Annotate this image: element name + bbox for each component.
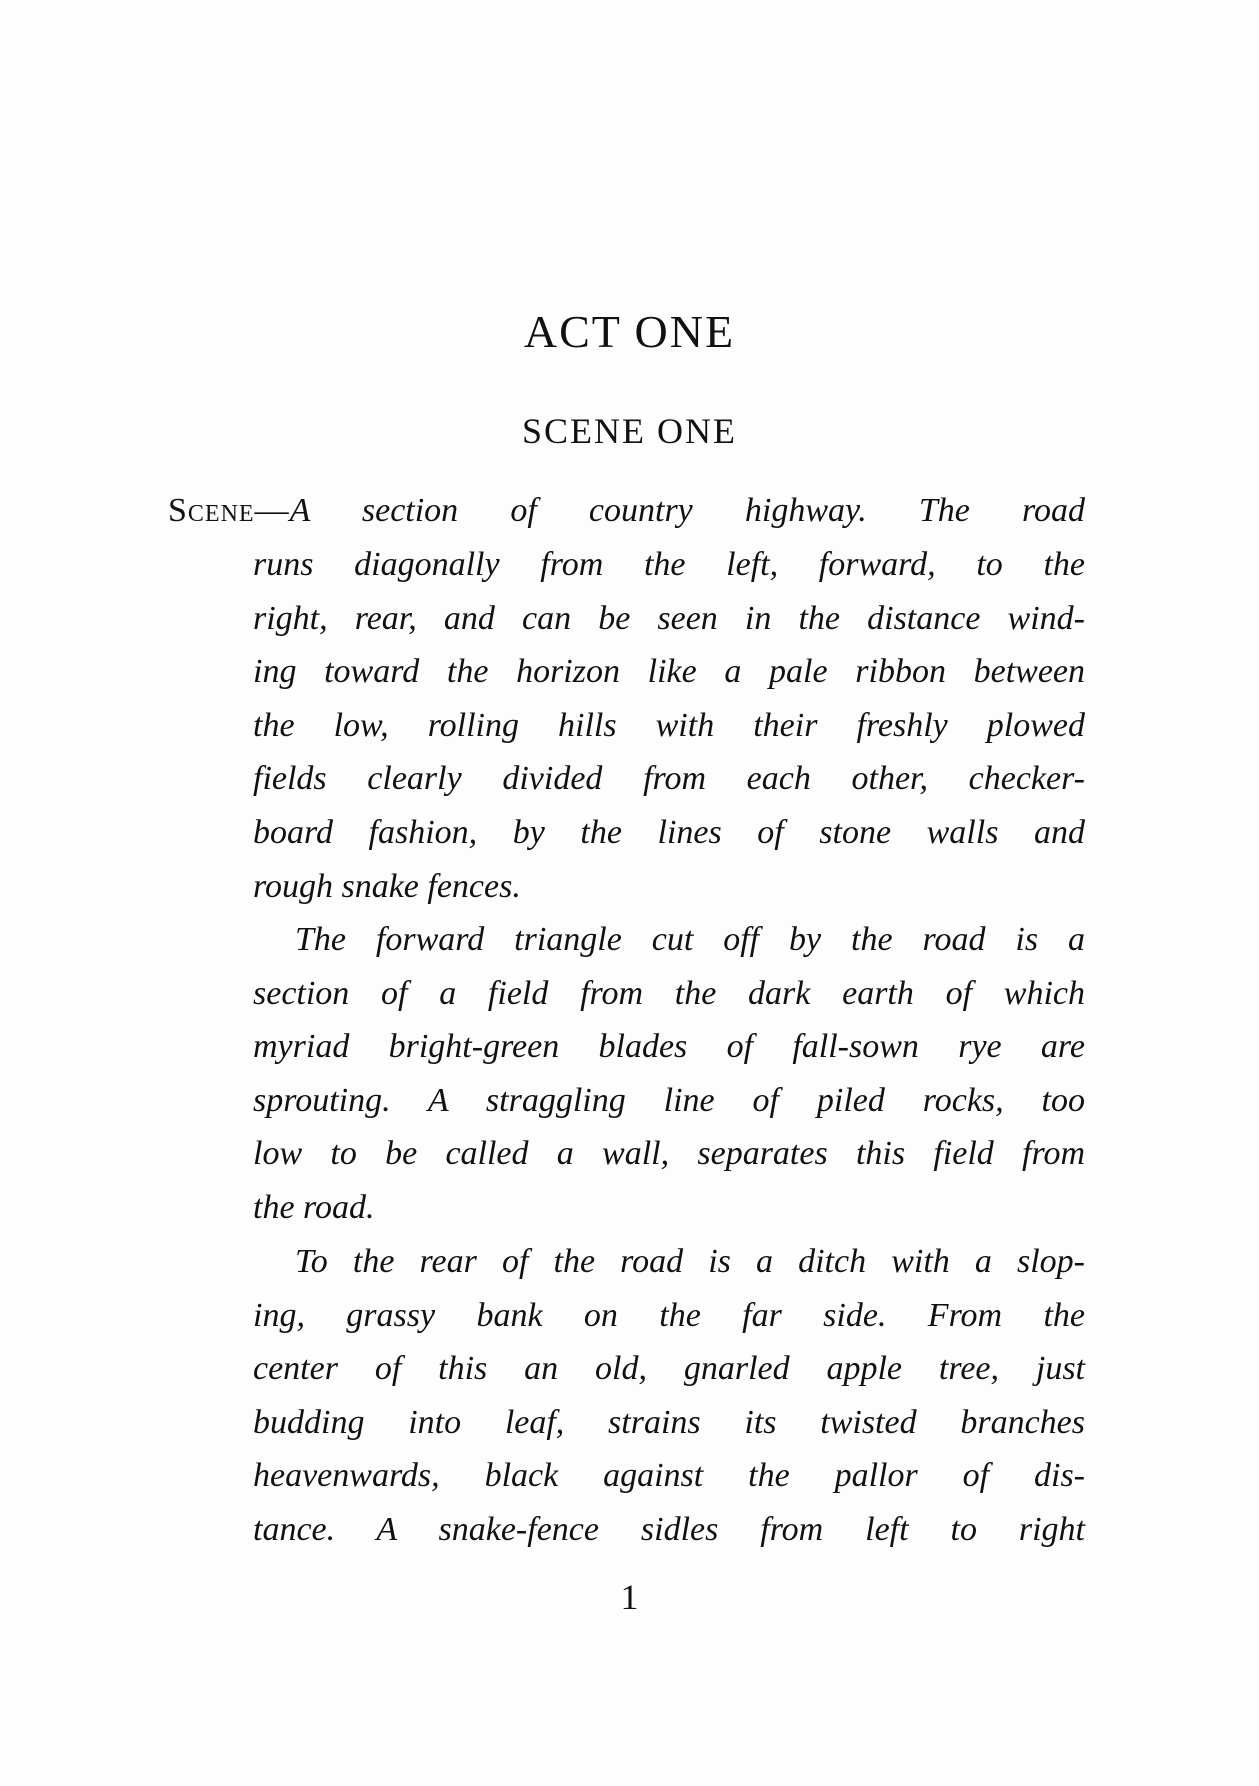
paragraph-line: sprouting. A straggling line of piled rocks, too — [253, 1081, 1085, 1119]
paragraph-line: ing, grassy bank on the far side. From the — [253, 1296, 1085, 1334]
act-title: ACT ONE — [523, 306, 736, 357]
paragraph-2 — [253, 913, 1085, 1235]
paragraph-line: rough snake fences. — [253, 867, 521, 905]
paragraph-line: center of this an old, gnarled apple tree, just — [253, 1350, 1085, 1388]
paragraph-line: ing toward the horizon like a pale ribbon between — [253, 653, 1085, 691]
paragraph-line: the road. — [253, 1188, 375, 1226]
paragraph-line: low to be called a wall, separates this field from — [253, 1135, 1085, 1173]
paragraph-line: section of a field from the dark earth of which — [253, 974, 1085, 1012]
paragraph-line: runs diagonally from the left, forward, to the — [253, 546, 1085, 583]
paragraph-line: budding into leaf, strains its twisted branches — [253, 1403, 1085, 1441]
paragraph-line: heavenwards, black against the pallor of dis- — [253, 1457, 1085, 1495]
scene-title: SCENE ONE — [522, 411, 737, 451]
paragraph-line: fields clearly divided from each other, checker- — [253, 760, 1085, 798]
scene-label: Scene— — [168, 492, 290, 529]
paragraph-line: right, rear, and can be seen in the distance wind- — [253, 599, 1085, 637]
first-line-text: A section of country highway. The road — [289, 492, 1085, 529]
paragraph-1 — [253, 538, 1085, 913]
paragraph-3 — [253, 1235, 1085, 1557]
paragraph-line: myriad bright-green blades of fall-sown rye are — [253, 1028, 1085, 1066]
paragraph-line: board fashion, by the lines of stone walls and — [253, 813, 1085, 851]
paragraph-line: the low, rolling hills with their freshly plowed — [253, 706, 1085, 744]
page-number: 1 — [620, 1577, 639, 1617]
stage-direction-first-line — [168, 484, 1085, 538]
paragraph-line: tance. A snake-fence sidles from left to right — [253, 1510, 1085, 1548]
paragraph-line: The forward triangle cut off by the road is a — [295, 921, 1085, 958]
paragraph-line: To the rear of the road is a ditch with a slop- — [295, 1243, 1085, 1280]
